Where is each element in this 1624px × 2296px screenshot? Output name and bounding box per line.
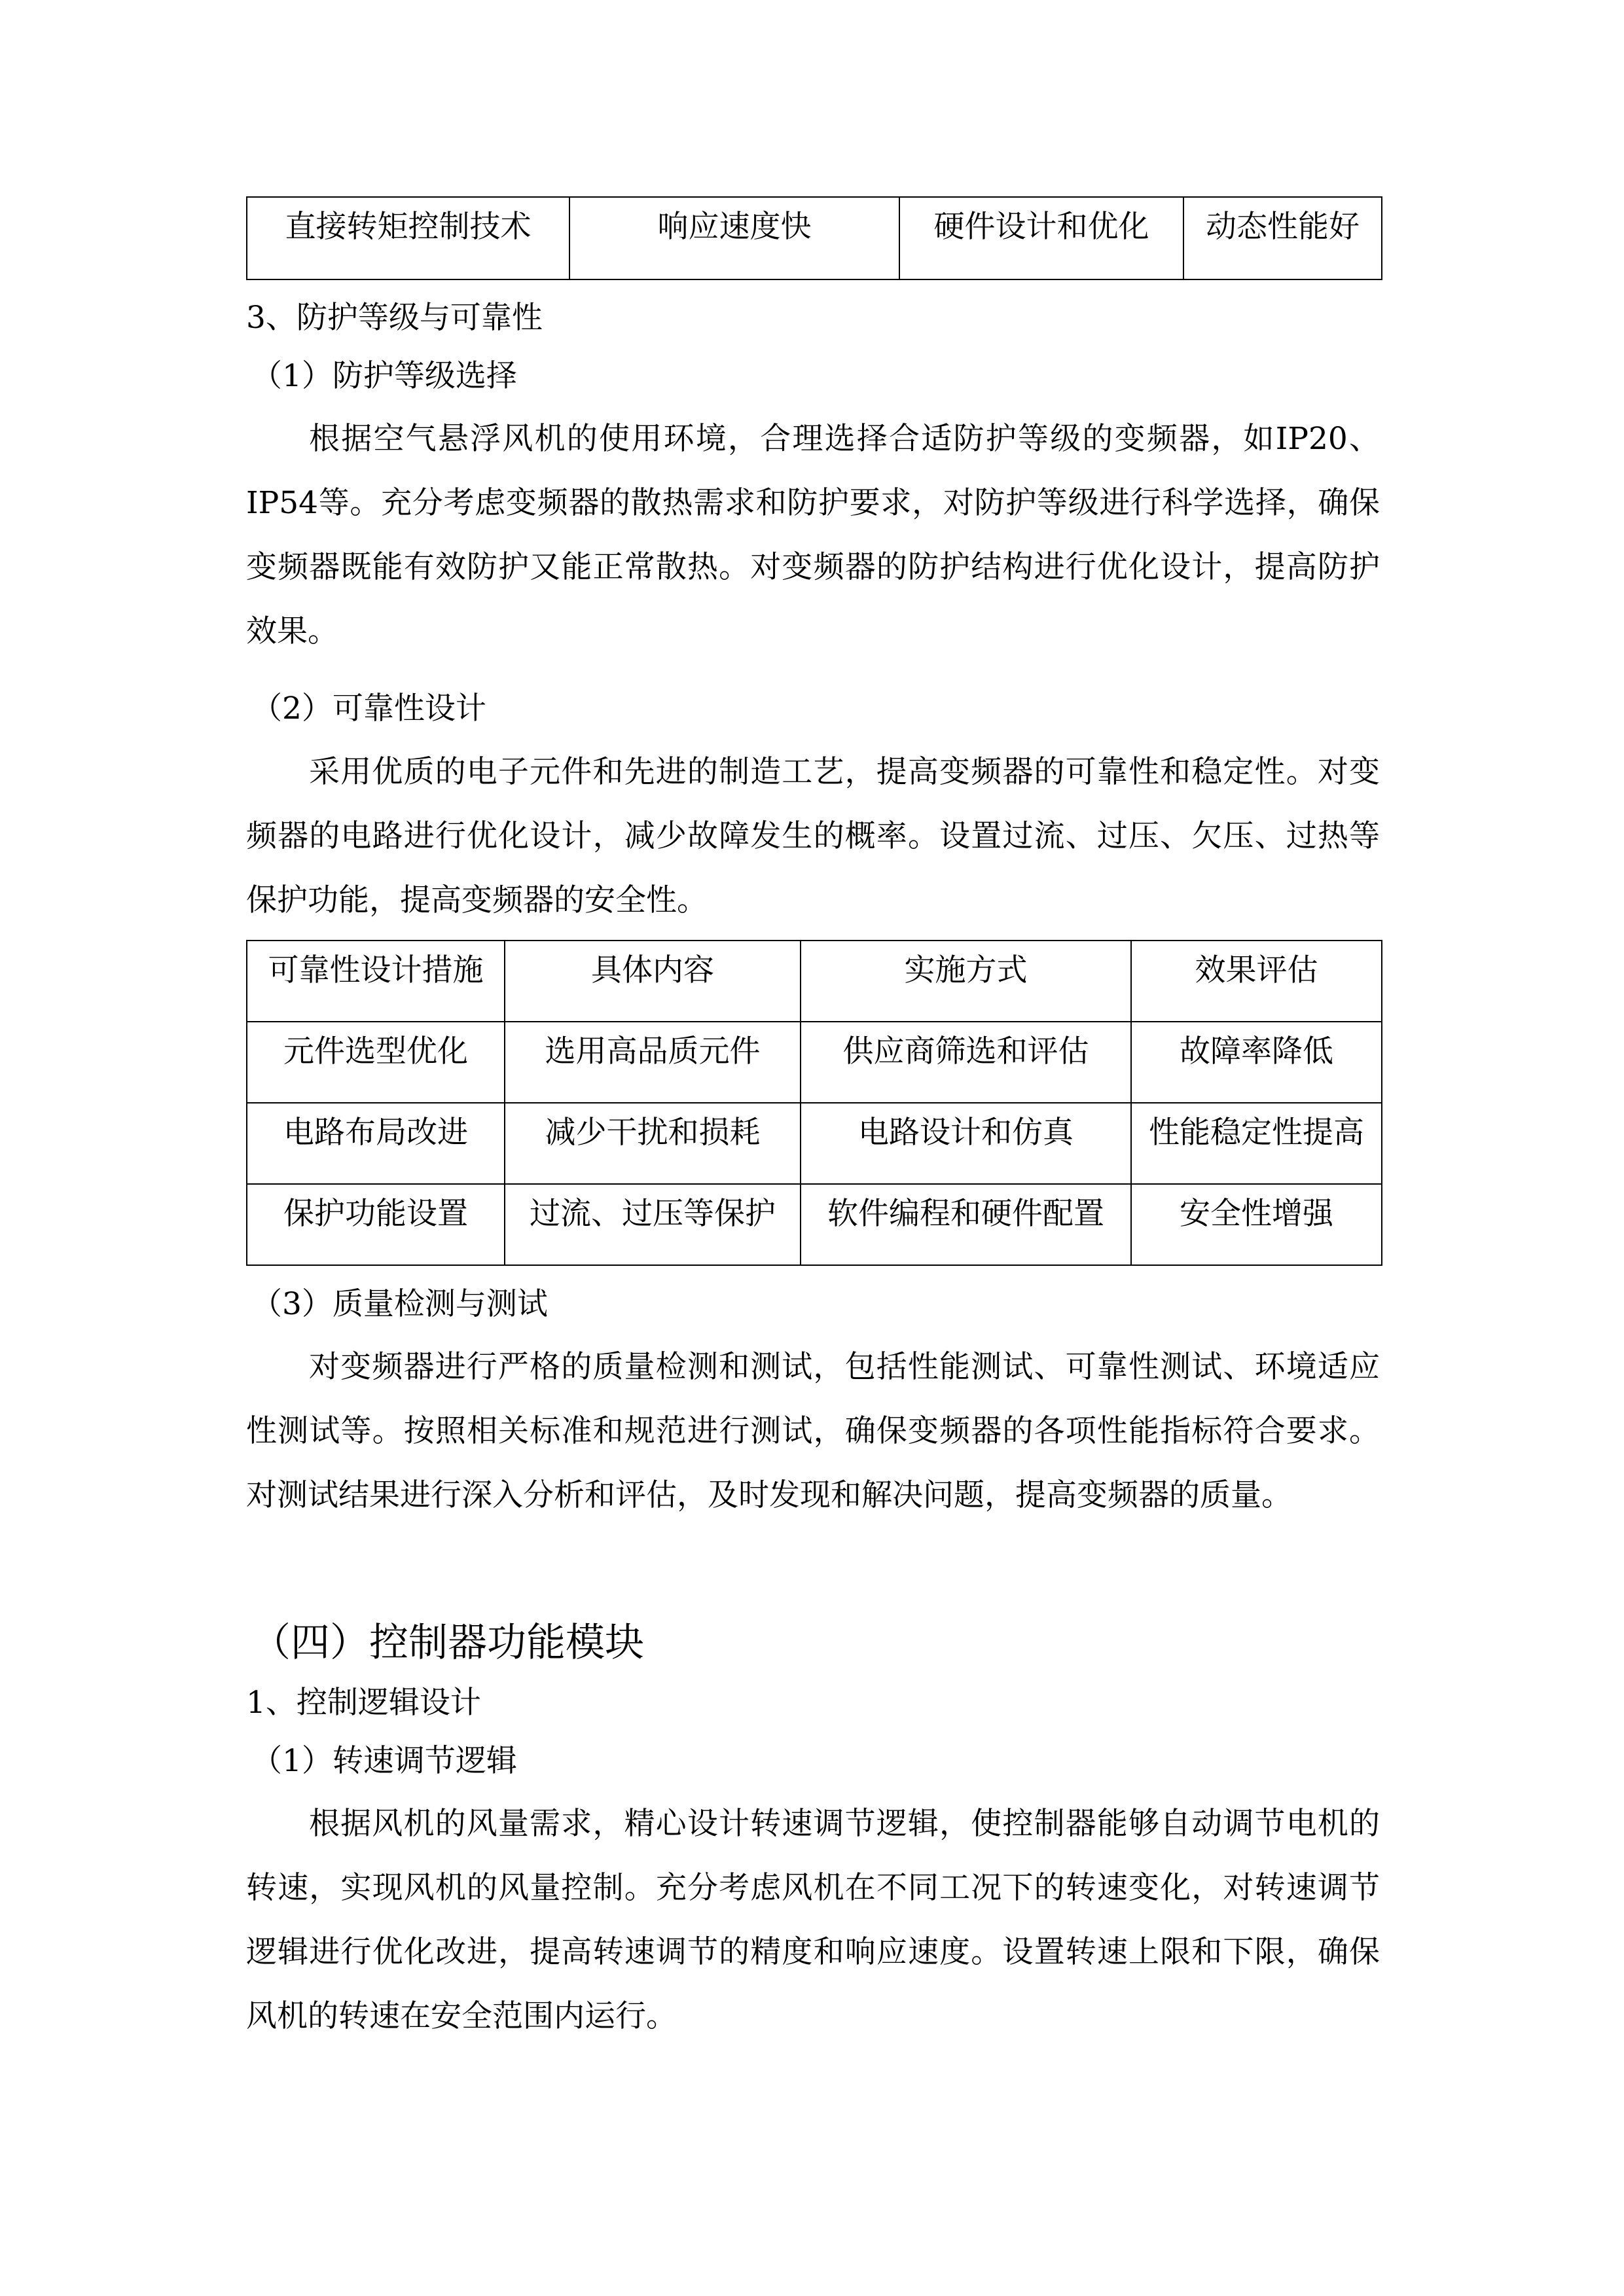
subheading-quality-testing: （3）质量检测与测试 [251, 1286, 548, 1322]
table-cell: 减少干扰和损耗 [505, 1103, 801, 1184]
table-cell: 故障率降低 [1131, 1022, 1382, 1103]
table-row [247, 1022, 1382, 1103]
table-row [247, 1103, 1382, 1184]
table-row [247, 197, 1382, 279]
table-cell: 选用高品质元件 [505, 1022, 801, 1103]
table-cell: 供应商筛选和评估 [801, 1022, 1131, 1103]
subheading-protection-level: （1）防护等级选择 [251, 358, 517, 394]
table-cell: 响应速度快 [569, 197, 899, 279]
reliability-measures-table [246, 940, 1382, 1266]
section-heading-protection: 3、防护等级与可靠性 [246, 300, 543, 336]
section-heading-control-logic: 1、控制逻辑设计 [246, 1685, 481, 1721]
subheading-reliability-design: （2）可靠性设计 [251, 691, 486, 726]
table-header-cell: 效果评估 [1131, 941, 1382, 1022]
paragraph-speed-regulation: 根据风机的风量需求，精心设计转速调节逻辑，使控制器能够自动调节电机的转速，实现风机的风量控制。充分考虑风机在不同工况下的转速变化，对转速调节逻辑进行优化改进，提高转速调节的精度和响应速度。设置转速上限和下限，确保风机的转速在安全范围内运行。 [246, 1806, 1380, 2034]
table-cell: 动态性能好 [1183, 197, 1382, 279]
technology-table-continuation [246, 196, 1382, 280]
table-header-cell: 实施方式 [801, 941, 1131, 1022]
table-cell: 安全性增强 [1131, 1184, 1382, 1265]
table-cell: 性能稳定性提高 [1131, 1103, 1382, 1184]
table-cell: 硬件设计和优化 [899, 197, 1183, 279]
table-cell: 过流、过压等保护 [505, 1184, 801, 1265]
section-heading-controller-modules: （四）控制器功能模块 [251, 1620, 644, 1666]
table-cell: 软件编程和硬件配置 [801, 1184, 1131, 1265]
table-cell: 电路布局改进 [247, 1103, 505, 1184]
table-cell: 保护功能设置 [247, 1184, 505, 1265]
table-header-cell: 具体内容 [505, 941, 801, 1022]
table-cell: 直接转矩控制技术 [247, 197, 569, 279]
paragraph-protection-level: 根据空气悬浮风机的使用环境，合理选择合适防护等级的变频器，如IP20、IP54等。充分考虑变频器的散热需求和防护要求，对防护等级进行科学选择，确保变频器既能有效防护又能正常散热。对变频器的防护结构进行优化设计，提高防护效果。 [246, 421, 1380, 649]
table-cell: 元件选型优化 [247, 1022, 505, 1103]
paragraph-quality-testing: 对变频器进行严格的质量检测和测试，包括性能测试、可靠性测试、环境适应性测试等。按照相关标准和规范进行测试，确保变频器的各项性能指标符合要求。对测试结果进行深入分析和评估，及时发现和解决问题，提高变频器的质量。 [246, 1349, 1380, 1513]
paragraph-reliability-design: 采用优质的电子元件和先进的制造工艺，提高变频器的可靠性和稳定性。对变频器的电路进行优化设计，减少故障发生的概率。设置过流、过压、欠压、过热等保护功能，提高变频器的安全性。 [246, 754, 1380, 918]
table-cell: 电路设计和仿真 [801, 1103, 1131, 1184]
table-row [247, 1184, 1382, 1265]
table-header-row [247, 941, 1382, 1022]
subheading-speed-regulation: （1）转速调节逻辑 [251, 1743, 517, 1779]
table-header-cell: 可靠性设计措施 [247, 941, 505, 1022]
